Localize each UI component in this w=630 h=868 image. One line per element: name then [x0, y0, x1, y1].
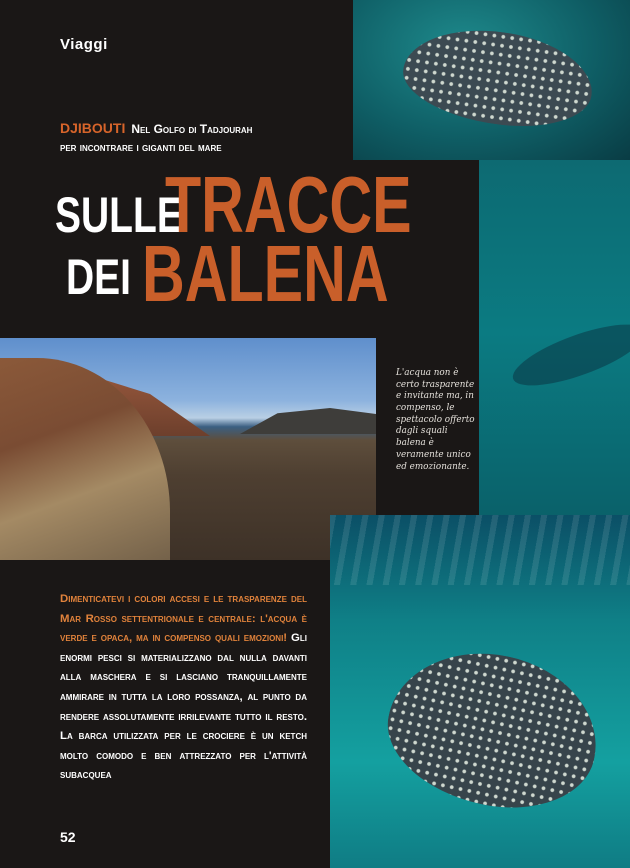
underwater-photo-right [479, 160, 630, 545]
page-number: 52 [60, 829, 76, 845]
island [240, 408, 376, 434]
shark-silhouette [506, 312, 630, 397]
whale-shark [375, 635, 612, 825]
whale-shark-photo-top [353, 0, 630, 160]
headline-word-4: BALENA [142, 229, 389, 318]
foreground-rocks [0, 358, 170, 560]
kicker [60, 118, 360, 157]
body-lead: Dimenticatevi i colori accesi e le trasparenze del Mar Rosso settentrionale e centrale: l'acqua è verde e opaca, ma in compenso quali emozioni! [60, 593, 307, 645]
body-rest: Gli enormi pesci si materializzano dal nulla davanti alla maschera e si lasciano tranquillamente ammirare in tutta la loro possanza, al punto da rendere assolutamente irrilevante tutto il resto. La barca utilizzata per le crociere è un ketch molto comodo e ben attrezzato per l'attività subacquea [60, 632, 307, 782]
headline-word-2: TRACCE [165, 160, 412, 249]
whale-shark [398, 19, 599, 137]
section-label: Viaggi [60, 36, 108, 53]
destination: DJIBOUTI [60, 120, 126, 136]
headline-word-3: DEI [66, 249, 132, 305]
whale-shark-photo-bottom [330, 515, 630, 868]
water-surface [330, 515, 630, 585]
kicker-line2: per incontrare i giganti del mare [60, 139, 222, 154]
coastline-photo [0, 338, 376, 560]
kicker-line1: Nel Golfo di Tadjourah [131, 122, 253, 136]
photo-caption: L'acqua non è certo trasparente e invitante ma, in compenso, le spettacolo offerto dagli squali balena è veramente unico ed emozionante. [396, 368, 475, 472]
headline-word-1: SULLE [55, 187, 183, 243]
body-text [60, 590, 307, 786]
